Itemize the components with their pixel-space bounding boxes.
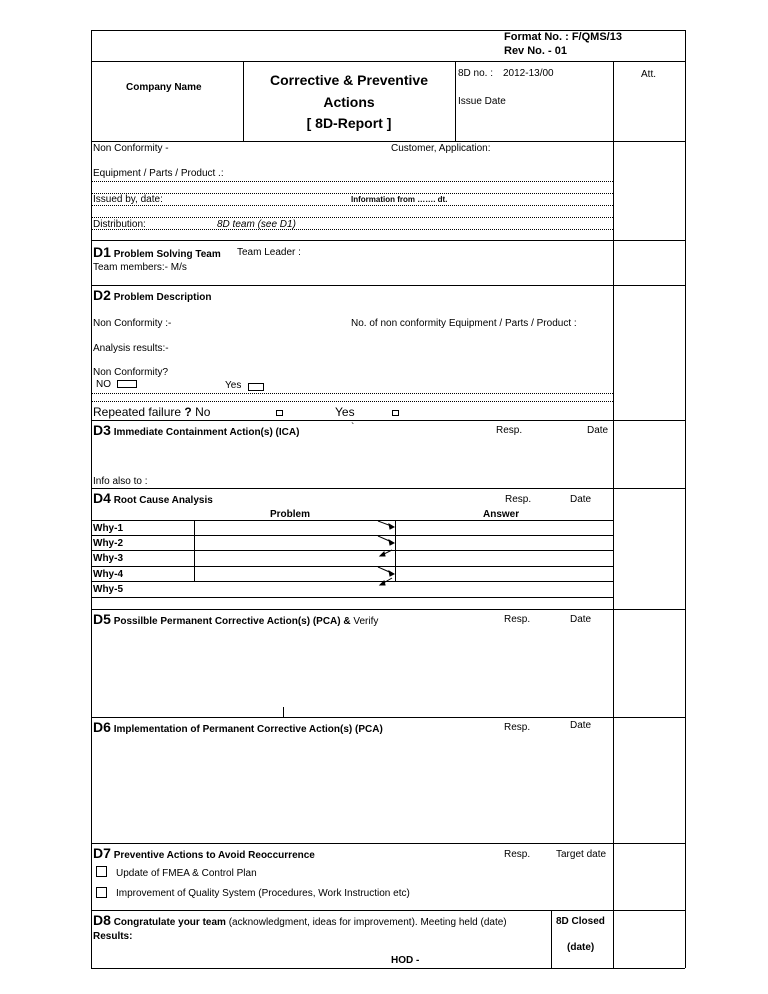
info-also-to-label: Info also to :: [93, 476, 148, 487]
repeated-failure-text: Repeated failure: [93, 405, 182, 419]
why-4-label: Why-4: [93, 569, 123, 580]
d3-tick-mark: `: [351, 422, 355, 433]
repeated-yes-checkbox[interactable]: [392, 410, 399, 416]
d8-heading: [93, 912, 507, 928]
d3-heading: [93, 422, 299, 438]
d6-date-label: Date: [570, 720, 592, 731]
quality-system-item-label: Improvement of Quality System (Procedures, Work Instruction etc): [116, 888, 410, 899]
report-title-line3: [ 8D-Report ]: [306, 115, 392, 131]
why-5-label: Why-5: [93, 584, 123, 595]
issued-by-label: Issued by, date:: [93, 194, 163, 205]
d1-number: D1: [93, 244, 111, 260]
d7-target-date-label: Target date: [556, 849, 607, 860]
d8-number: D8: [93, 912, 111, 928]
non-conformity-label: Non Conformity -: [93, 143, 169, 154]
nc-yes-checkbox[interactable]: [248, 383, 264, 391]
fmea-checkbox[interactable]: [96, 866, 107, 877]
equipment-label: Equipment / Parts / Product .:: [93, 168, 224, 179]
d7-resp-label: Resp.: [504, 849, 531, 860]
d3-date-label: Date: [587, 425, 609, 436]
non-conformity-question: Non Conformity?: [93, 367, 169, 378]
d7-number: D7: [93, 845, 111, 861]
d6-resp-label: Resp.: [504, 722, 531, 733]
team-leader-label: Team Leader :: [237, 247, 301, 258]
d5-date-label: Date: [570, 614, 592, 625]
d6-number: D6: [93, 719, 111, 735]
repeated-no-text: No: [195, 405, 211, 419]
8d-team-note: 8D team (see D1): [217, 219, 296, 230]
d3-title: Immediate Containment Action(s) (ICA): [113, 427, 300, 438]
d5-heading: [93, 611, 378, 627]
no-of-non-conformity-label: No. of non conformity Equipment / Parts / Product :: [351, 318, 577, 329]
company-name: Company Name: [126, 82, 202, 93]
nc-no-checkbox[interactable]: [117, 380, 137, 388]
answer-column-header: Answer: [483, 509, 520, 520]
quality-system-checkbox[interactable]: [96, 887, 107, 898]
d7-title: Preventive Actions to Avoid Reoccurrence: [113, 850, 315, 861]
repeated-no-checkbox[interactable]: [276, 410, 283, 416]
8d-number-label: 8D no. :: [458, 68, 494, 79]
d4-resp-label: Resp.: [505, 494, 532, 505]
nc-no-label: NO: [96, 379, 111, 390]
why-1-label: Why-1: [93, 523, 123, 534]
d4-heading: [93, 490, 213, 506]
why-3-label: Why-3: [93, 553, 123, 564]
information-from-label: Information from ……. dt.: [351, 195, 448, 204]
analysis-results-label: Analysis results:-: [93, 343, 169, 354]
d6-heading: [93, 719, 383, 735]
report-title-line2: Actions: [323, 94, 375, 110]
d5-verify-label: Verify: [353, 616, 379, 627]
d4-date-label: Date: [570, 494, 592, 505]
distribution-label: Distribution:: [93, 219, 146, 230]
revision-number: Rev No. - 01: [504, 45, 567, 57]
results-label: Results:: [93, 931, 133, 942]
why-flow-arrows: [370, 518, 410, 588]
d8-title: Congratulate your team: [113, 917, 226, 928]
8d-closed-label: 8D Closed: [556, 916, 605, 927]
attachment-label: Att.: [641, 69, 657, 80]
d7-heading: [93, 845, 315, 861]
fmea-item-label: Update of FMEA & Control Plan: [116, 868, 257, 879]
d4-number: D4: [93, 490, 111, 506]
hod-label: HOD -: [391, 955, 420, 966]
8d-number-value: 2012-13/00: [503, 68, 554, 79]
d2-number: D2: [93, 287, 111, 303]
repeated-failure-label: [93, 405, 210, 419]
d1-heading: [93, 244, 221, 260]
why-2-label: Why-2: [93, 538, 123, 549]
d5-title: Possilble Permanent Corrective Action(s) (PCA) &: [113, 616, 351, 627]
nc-yes-label: Yes: [225, 380, 242, 391]
issue-date-label: Issue Date: [458, 96, 506, 107]
report-title-line1: Corrective & Preventive: [270, 72, 428, 88]
customer-application-label: Customer, Application:: [391, 143, 491, 154]
d2-non-conformity-label: Non Conformity :-: [93, 318, 172, 329]
team-members-label: Team members:- M/s: [93, 262, 187, 273]
repeated-failure-question-mark: ?: [184, 405, 192, 419]
8d-closed-date-label: (date): [567, 942, 595, 953]
d4-title: Root Cause Analysis: [113, 495, 213, 506]
format-number: Format No. : F/QMS/13: [504, 31, 622, 43]
d3-resp-label: Resp.: [496, 425, 523, 436]
d1-title: Problem Solving Team: [113, 249, 221, 260]
repeated-yes-text: Yes: [335, 405, 355, 419]
problem-column-header: Problem: [270, 509, 311, 520]
d5-number: D5: [93, 611, 111, 627]
d2-heading: [93, 287, 212, 303]
d2-title: Problem Description: [113, 292, 212, 303]
d5-resp-label: Resp.: [504, 614, 531, 625]
d6-title: Implementation of Permanent Corrective Action(s) (PCA): [113, 724, 383, 735]
d3-number: D3: [93, 422, 111, 438]
d8-description: (acknowledgment, ideas for improvement). Meeting held (date): [228, 917, 507, 928]
